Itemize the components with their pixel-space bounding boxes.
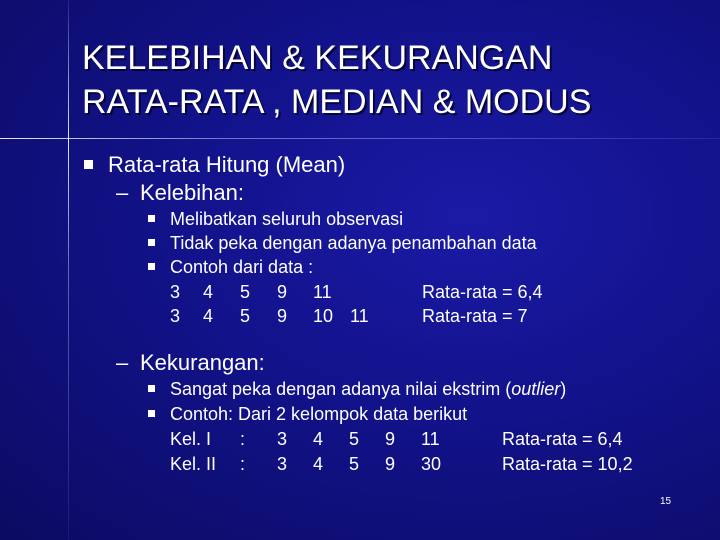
data-value: 5 bbox=[240, 306, 251, 326]
data-value: 3 bbox=[170, 306, 181, 326]
data-value: 9 bbox=[277, 282, 288, 302]
square-bullet-icon bbox=[148, 410, 155, 417]
outlier-term: outlier bbox=[511, 379, 561, 399]
data-value: 4 bbox=[203, 282, 214, 302]
data-value: 11 bbox=[421, 429, 440, 449]
main-bullet-text: Rata-rata Hitung (Mean) bbox=[108, 152, 346, 177]
dash-bullet: – bbox=[116, 350, 129, 375]
data-value: 5 bbox=[349, 454, 360, 474]
slide-title bbox=[82, 36, 702, 124]
square-bullet-icon bbox=[148, 263, 155, 270]
page-number: 15 bbox=[660, 496, 672, 507]
data-value: 10 bbox=[313, 306, 334, 326]
item-1-text: Sangat peka dengan adanya nilai ekstrim ( bbox=[170, 379, 512, 399]
kekurangan-heading: Kekurangan: bbox=[140, 350, 265, 375]
data-value: 4 bbox=[313, 454, 324, 474]
mean-result: Rata-rata = 6,4 bbox=[502, 429, 623, 449]
square-bullet-icon bbox=[148, 215, 155, 222]
decorative-horizontal-line bbox=[0, 138, 720, 139]
square-bullet-icon bbox=[148, 385, 155, 392]
item-1-closing: ) bbox=[560, 379, 567, 399]
mean-result: Rata-rata = 7 bbox=[422, 306, 528, 326]
data-value: 3 bbox=[170, 282, 181, 302]
data-value: 9 bbox=[277, 306, 288, 326]
group-label: Kel. II bbox=[170, 454, 217, 474]
kelebihan-heading: Kelebihan: bbox=[140, 180, 244, 205]
mean-result: Rata-rata = 6,4 bbox=[422, 282, 543, 302]
title-line-2: RATA-RATA , MEDIAN & MODUS bbox=[82, 83, 592, 121]
data-value: 3 bbox=[277, 454, 288, 474]
kelebihan-item-1: Melibatkan seluruh observasi bbox=[170, 209, 404, 229]
mean-result: Rata-rata = 10,2 bbox=[502, 454, 633, 474]
group-label: Kel. I bbox=[170, 429, 212, 449]
data-value: 5 bbox=[349, 429, 360, 449]
data-value: 4 bbox=[203, 306, 214, 326]
decorative-vertical-line bbox=[68, 0, 69, 540]
data-value: 3 bbox=[277, 429, 288, 449]
dash-bullet: – bbox=[116, 180, 129, 205]
data-value: 9 bbox=[385, 454, 396, 474]
colon: : bbox=[240, 429, 246, 449]
data-value: 9 bbox=[385, 429, 396, 449]
data-value: 5 bbox=[240, 282, 251, 302]
kelebihan-item-3: Contoh dari data : bbox=[170, 257, 314, 277]
data-value: 11 bbox=[350, 306, 369, 326]
data-value: 11 bbox=[313, 282, 332, 302]
colon: : bbox=[240, 454, 246, 474]
title-line-1: KELEBIHAN & KEKURANGAN bbox=[82, 39, 553, 77]
kelebihan-item-2: Tidak peka dengan adanya penambahan data bbox=[170, 233, 537, 253]
square-bullet-icon bbox=[148, 239, 155, 246]
kekurangan-item-2: Contoh: Dari 2 kelompok data berikut bbox=[170, 404, 468, 424]
data-value: 30 bbox=[421, 454, 442, 474]
kekurangan-item-1 bbox=[170, 377, 566, 401]
square-bullet-icon bbox=[84, 160, 93, 169]
data-value: 4 bbox=[313, 429, 324, 449]
